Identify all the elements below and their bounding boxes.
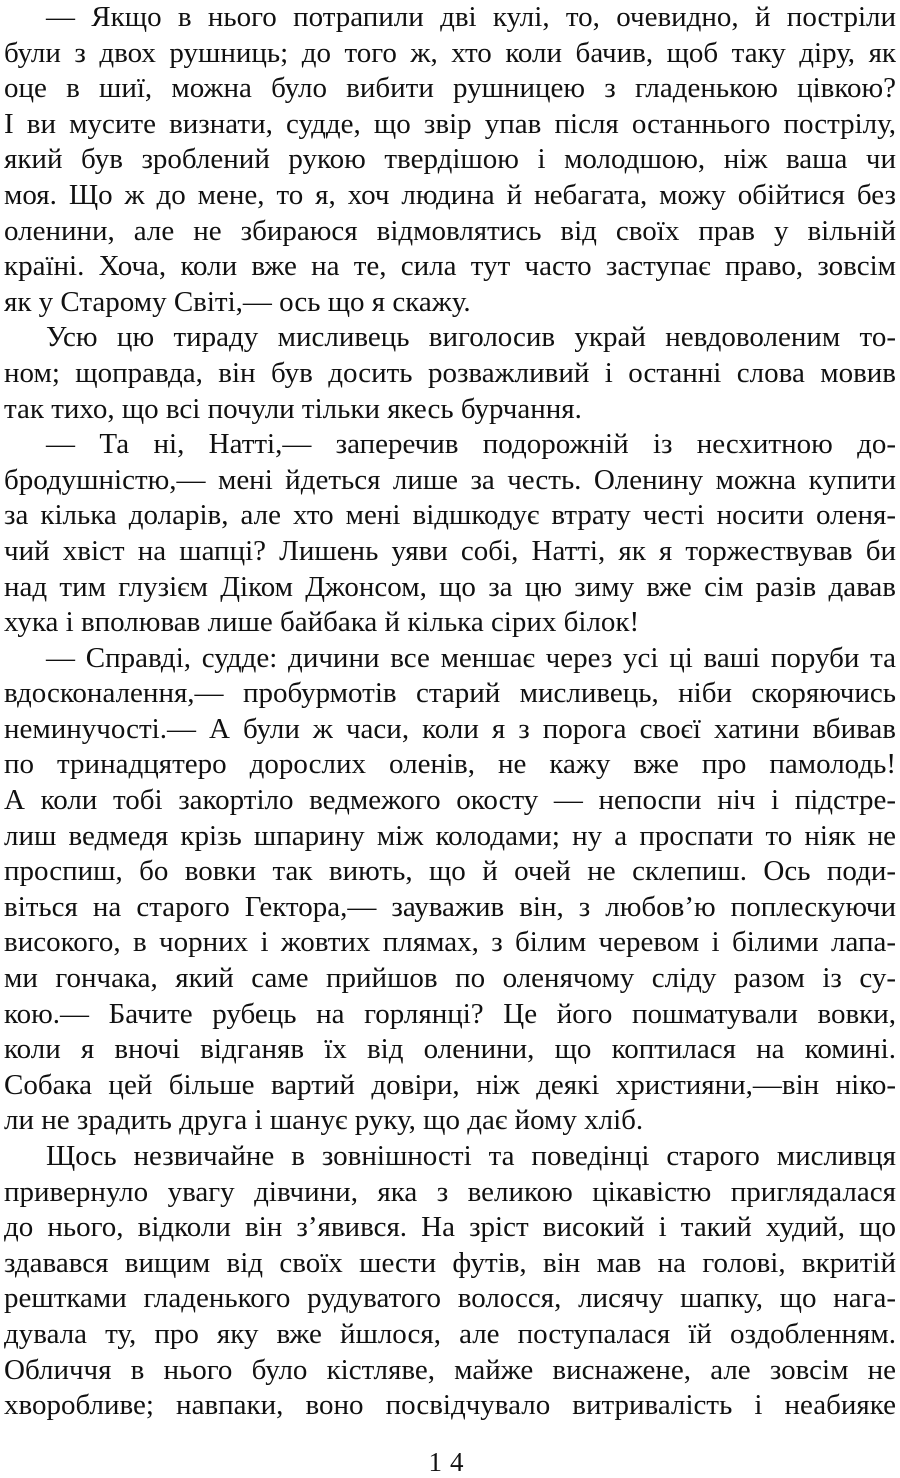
text-line: ми гончака, який саме прийшов по оленячому сліду разом із су-	[4, 962, 896, 995]
text-line: проспиш, бо вовки так виють, що й очей не склепиш. Ось поди-	[4, 855, 896, 888]
text-line: над тим глузієм Діком Джонсом, що за цю зиму вже сім разів давав	[4, 570, 896, 603]
text-line: по тринадцятеро дорослих оленів, не кажу вже про памолодь!	[4, 748, 896, 781]
text-line: — Якщо в нього потрапили дві кулі, то, очевидно, й постріли	[46, 1, 896, 33]
text-line: оленини, але не збираюся відмовлятись від своїх прав у вільній	[4, 214, 896, 247]
text-line: який був зроблений рукою твердішою і молодшою, ніж ваша чи	[4, 143, 896, 176]
text-line: моя. Що ж до мене, то я, хоч людина й небагата, можу обійтися без	[4, 178, 896, 211]
text-line: І ви мусите визнати, судде, що звір упав після останнього пострілу,	[4, 107, 896, 140]
text-line: — Справді, судде: дичини все меншає через усі ці ваші поруби та	[46, 641, 896, 674]
text-line: як у Старому Світі,— ось що я скажу.	[4, 285, 471, 318]
text-line: хука і вполював лише байбака й кілька сірих білок!	[4, 606, 640, 639]
text-line: так тихо, що всі почули тільки якесь бурчання.	[4, 392, 582, 425]
text-line: лиш ведмедя крізь шпарину між колодами; ну а проспати то ніяк не	[4, 819, 896, 852]
text-line: Усю цю тираду мисливець виголосив украй невдоволеним то-	[46, 321, 896, 354]
text-line: вдосконалення,— пробурмотів старий мисливець, ніби скоряючись	[4, 677, 896, 710]
text-line: були з двох рушниць; до того ж, хто коли бачив, щоб таку діру, як	[4, 36, 896, 69]
text-line: коли я вночі відганяв їх від оленини, що коптилася на комині.	[4, 1033, 896, 1066]
text-line: ном; щоправда, він був досить розважливий і останні слова мовив	[4, 356, 896, 389]
body-text	[4, 0, 896, 1424]
text-line: здавався вищим від своїх шести футів, він мав на голові, вкритій	[4, 1246, 896, 1279]
text-line: оце в шиї, можна було вибити рушницею з гладенькою цівкою?	[4, 72, 896, 105]
text-line: чий хвіст на шапці? Лишень уяви собі, Натті, як я торжествував би	[4, 534, 896, 567]
text-line: ли не зрадить друга і шанує руку, що дає йому хліб.	[4, 1104, 644, 1137]
text-line: рештками гладенького рудуватого волосся, лисячу шапку, що нага-	[4, 1282, 896, 1315]
text-line: країні. Хоча, коли вже на те, сила тут часто заступає право, зовсім	[4, 250, 896, 283]
text-line: за кілька доларів, але хто мені відшкодує втрату честі носити оленя-	[4, 499, 896, 532]
page-number: 14	[428, 1447, 472, 1477]
text-line: бродушністю,— мені йдеться лише за честь. Оленину можна купити	[4, 463, 896, 496]
text-line: дувала ту, про яку вже йшлося, але поступалася їй оздобленням.	[4, 1317, 896, 1350]
text-line: привернуло увагу дівчини, яка з великою цікавістю приглядалася	[4, 1175, 896, 1208]
text-line: віться на старого Гектора,— зауважив він, з любов’ю поплескуючи	[4, 890, 896, 923]
text-line: Обличчя в нього було кістляве, майже виснажене, але зовсім не	[4, 1353, 896, 1386]
text-line: кою.— Бачите рубець на горлянці? Це його пошматували вовки,	[4, 997, 896, 1030]
text-line: — Та ні, Натті,— заперечив подорожній із несхитною до-	[46, 428, 896, 461]
text-line: до нього, відколи він з’явився. На зріст високий і такий худий, що	[4, 1211, 896, 1244]
text-line: хворобливе; навпаки, воно посвідчувало витривалість і неабияке	[4, 1389, 896, 1422]
text-line: Щось незвичайне в зовнішності та поведінці старого мисливця	[46, 1140, 896, 1172]
text-line: неминучості.— А були ж часи, коли я з порога своєї хатини вбивав	[4, 712, 896, 745]
text-line: високого, в чорних і жовтих плямах, з білим черевом і білими лапа-	[4, 926, 896, 959]
text-line: Собака цей більше вартий довіри, ніж деякі християни,—він ніко-	[4, 1068, 896, 1101]
text-line: А коли тобі закортіло ведмежого окосту — непоспи ніч і підстре-	[4, 784, 896, 817]
